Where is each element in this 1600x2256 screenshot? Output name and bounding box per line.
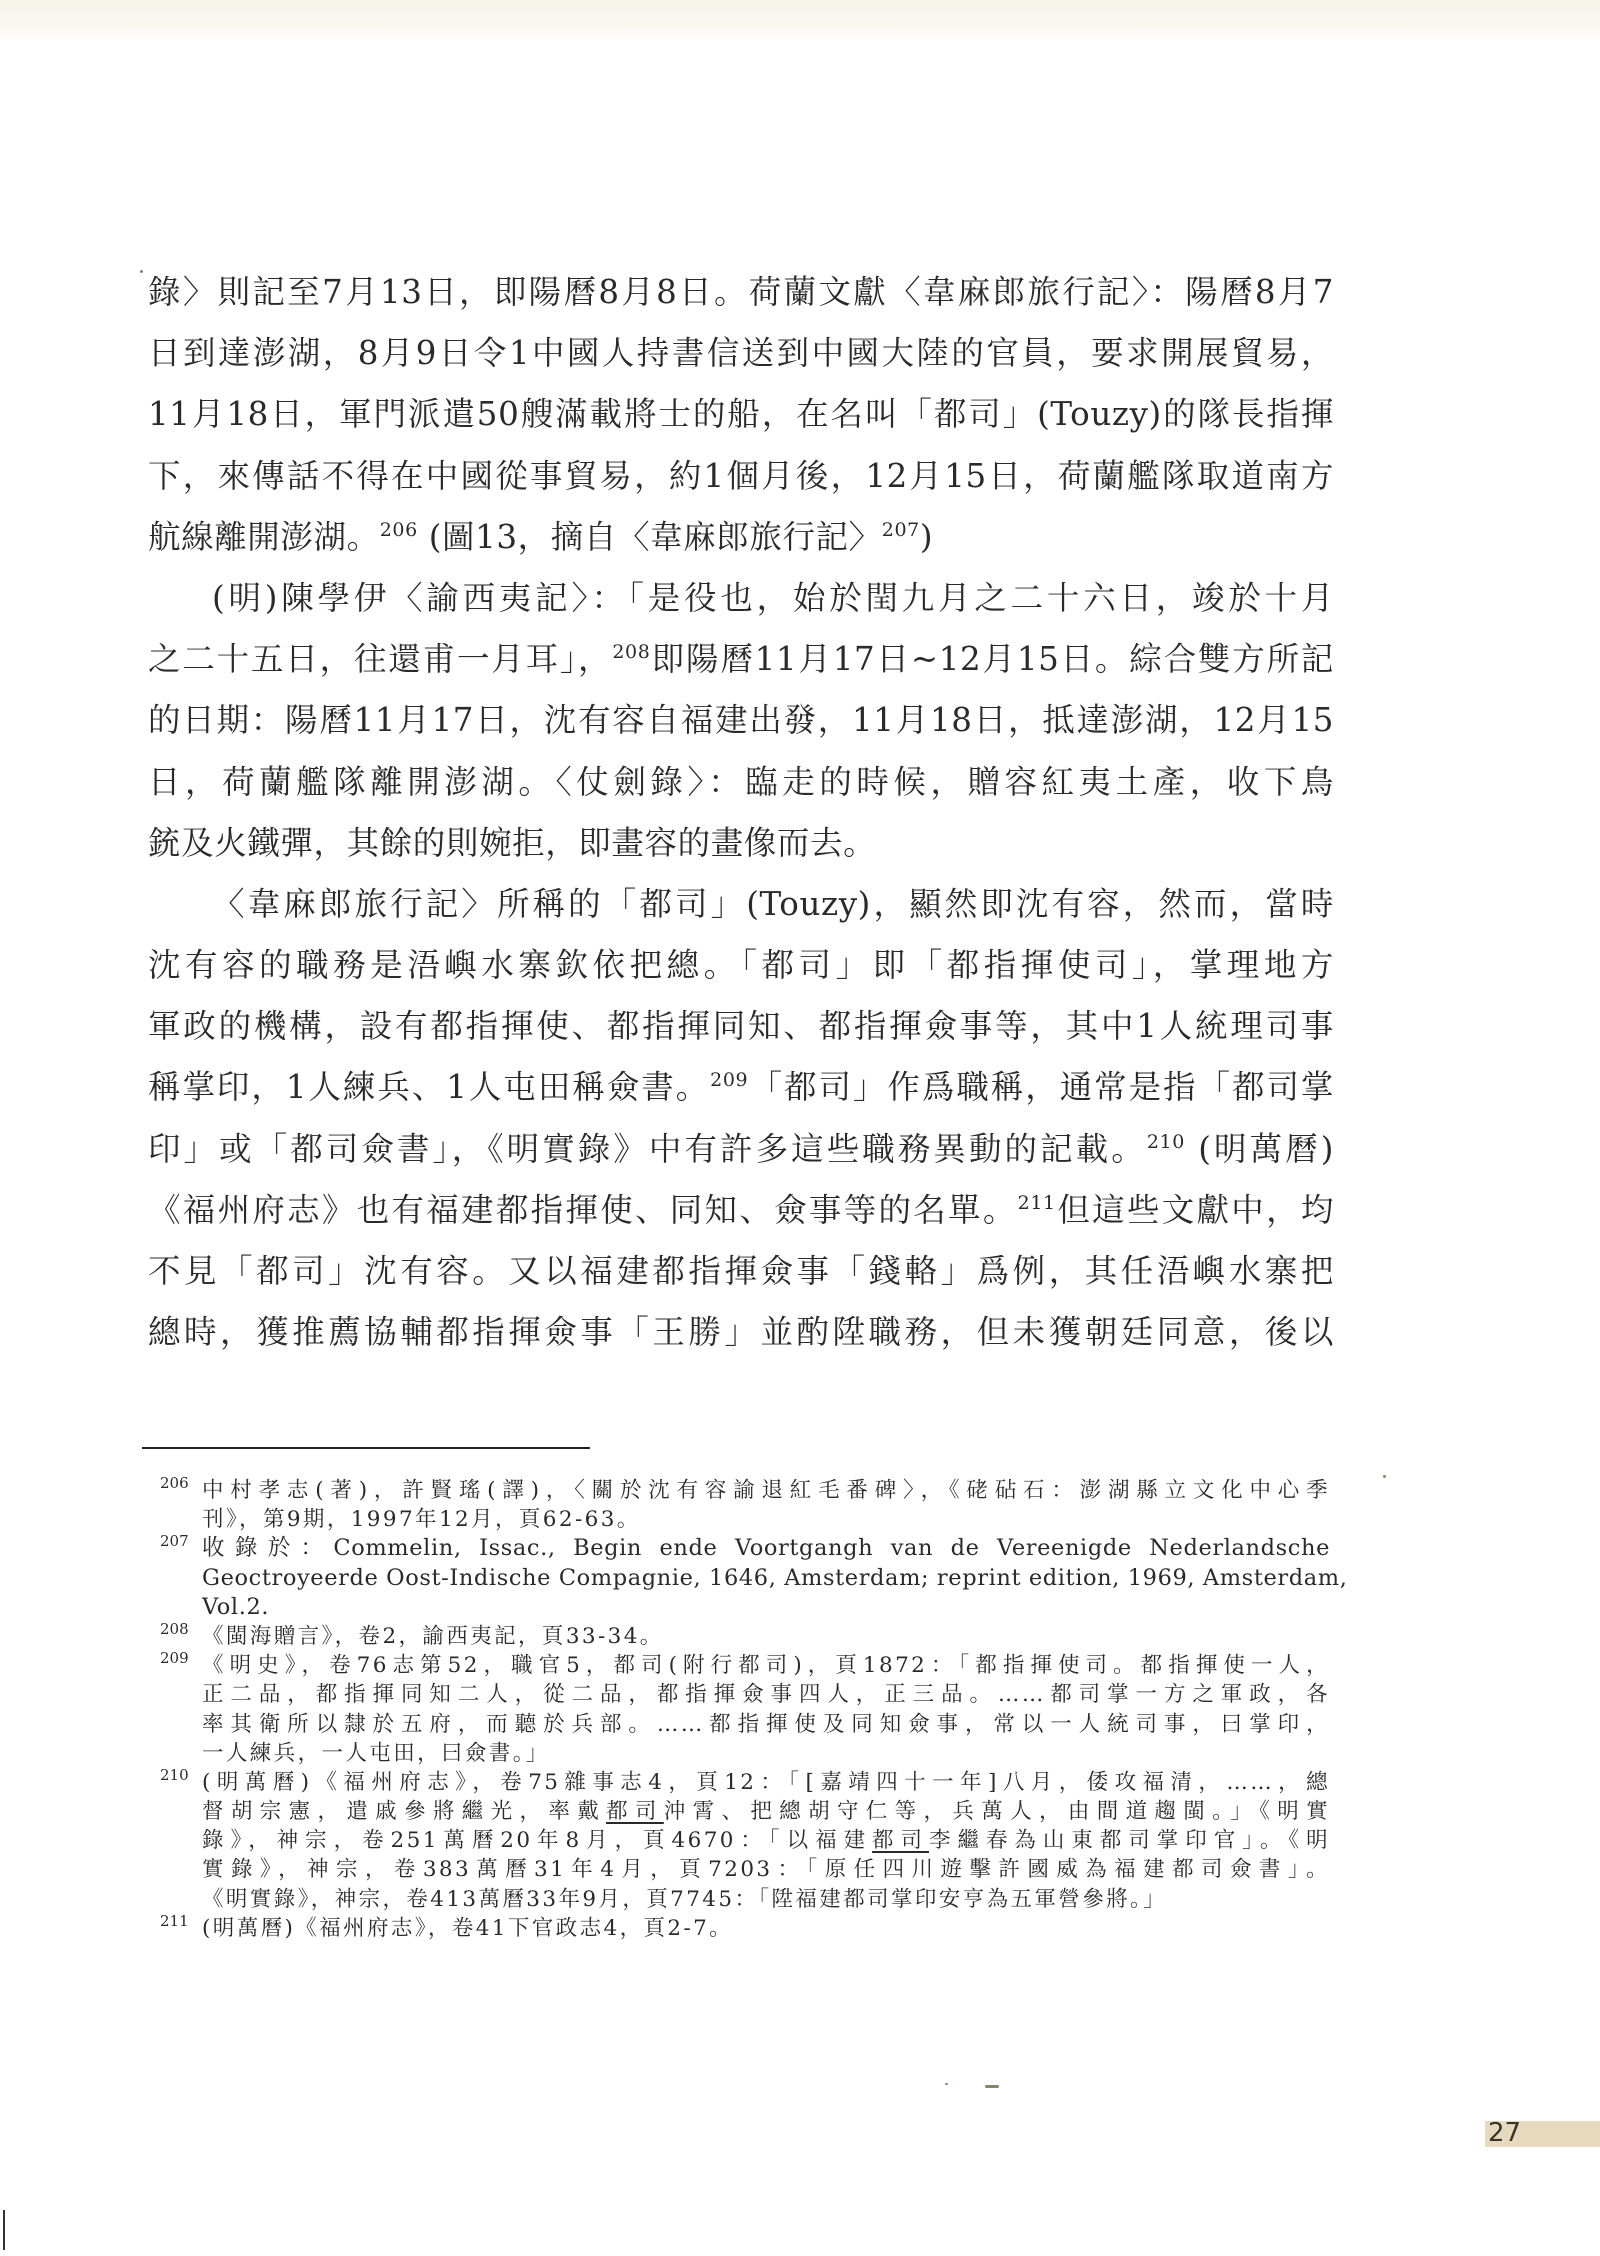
- main-body-text: [148, 262, 1334, 1363]
- body-line: [148, 568, 1334, 629]
- footnote-number: 211: [160, 1911, 189, 1930]
- body-line-text: 〈韋麻郎旅行記〉所稱的「都司」(Touzy)，顯然即沈有容，然而，當時: [212, 884, 1334, 923]
- body-line: [148, 752, 1334, 813]
- body-line: [148, 384, 1334, 445]
- footnote-line: [202, 1534, 1330, 1563]
- footnote-item: [160, 1619, 1330, 1651]
- body-line-text: 但這些文獻中，均: [1055, 1190, 1334, 1229]
- footnote-line: [202, 1855, 1330, 1884]
- body-line: [148, 935, 1334, 996]
- body-line: [148, 507, 1334, 568]
- footnote-line: [202, 1885, 1330, 1914]
- footnote-text: 率其衛所以隸於五府，而聽於兵部。……都指揮使及同知僉事，常以一人統司事，曰掌印，: [202, 1711, 1330, 1737]
- body-line: [148, 1180, 1334, 1241]
- footnote-line: [202, 1739, 1330, 1768]
- footnote-text: 正二品，都指揮同知二人，從二品，都指揮僉事四人，正三品。……都司掌一方之軍政，各: [202, 1682, 1330, 1708]
- body-line: [148, 874, 1334, 935]
- scan-speck: [140, 270, 143, 273]
- footnote-text: 錄》，神宗，卷251萬曆20年8月，頁4670：「以福建: [202, 1828, 873, 1854]
- body-line: [148, 262, 1334, 323]
- body-line-text: ): [919, 517, 934, 556]
- body-line-text: 沈有容的職務是浯嶼水寨欽依把總。「都司」即「都指揮使司」，掌理地方: [148, 946, 1334, 985]
- body-line-text: 錄〉則記至7月13日，即陽曆8月8日。荷蘭文獻〈韋麻郎旅行記〉：陽曆8月7: [148, 273, 1334, 311]
- body-line-text: (圖13，摘自〈韋麻郎旅行記〉: [417, 517, 882, 556]
- scan-edge-mark: [3, 2210, 5, 2250]
- footnote-line: [202, 1797, 1330, 1826]
- body-line: [148, 629, 1334, 690]
- body-line: [148, 1302, 1334, 1363]
- body-line-text: (明)陳學伊〈諭西夷記〉：「是役也，始於閏九月之二十六日，竣於十月: [212, 578, 1334, 617]
- footnotes-section: [160, 1474, 1348, 1943]
- footnote-text: 實錄》，神宗，卷383萬曆31年4月，頁7203：「原任四川遊擊許國威為福建都司僉書」。: [202, 1857, 1330, 1883]
- footnote-number: 209: [160, 1649, 189, 1668]
- footnote-reference[interactable]: 210: [1146, 1130, 1185, 1153]
- body-line-text: 日，荷蘭艦隊離開澎湖。〈仗劍錄〉：臨走的時候，贈容紅夷土產，收下鳥: [148, 762, 1334, 801]
- scan-speck: [945, 2083, 948, 2085]
- body-line: [148, 690, 1334, 751]
- footnote-text: 沖霄、把總胡守仁等，兵萬人，由間道趨閩。」《明實: [663, 1799, 1330, 1825]
- footnote-text: 《明實錄》，神宗，卷413萬曆33年9月，頁7745：「陞福建都司掌印安亨為五軍營參將。」: [202, 1886, 1168, 1912]
- body-line-text: 軍政的機構，設有都指揮使、都指揮同知、都指揮僉事等，其中1人統理司事: [148, 1007, 1334, 1046]
- footnote-number: 208: [160, 1619, 189, 1638]
- footnote-number: 207: [160, 1532, 189, 1551]
- footnote-line: [202, 1826, 1330, 1855]
- footnote-text: 一人練兵，一人屯田，曰僉書。」: [202, 1740, 550, 1766]
- body-line-text: 總時，獲推薦協輔都指揮僉事「王勝」並酌陞職務，但未獲朝廷同意，後以: [148, 1313, 1334, 1352]
- body-line-text: 的日期：陽曆11月17日，沈有容自福建出發，11月18日，抵達澎湖，12月15: [148, 701, 1334, 740]
- body-line: [148, 813, 1334, 874]
- scan-top-shading: [0, 0, 1600, 40]
- footnote-line: [202, 1476, 1330, 1505]
- footnote-text: 中村孝志(著)，許賢瑤(譯)，〈關於沈有容諭退紅毛番碑〉，《硓砧石：澎湖縣立文化中心季: [202, 1478, 1330, 1503]
- underlined-term: 都司: [872, 1828, 929, 1854]
- footnote-line: [202, 1680, 1330, 1709]
- body-line: [148, 1057, 1334, 1118]
- body-line: [148, 1241, 1334, 1302]
- scan-speck: [985, 2085, 999, 2088]
- footnote-reference[interactable]: 208: [612, 641, 651, 664]
- footnote-text: (明萬曆)《福州府志》，卷41下官政志4，頁2-7。: [202, 1915, 734, 1941]
- body-line: [148, 446, 1334, 507]
- footnote-line: [202, 1768, 1330, 1797]
- body-line-text: 即陽曆11月17日~12月15日。綜合雙方所記: [650, 640, 1335, 679]
- body-line-text: 之二十五日，往還甫一月耳」，: [148, 640, 613, 679]
- page-number: 27: [1488, 2118, 1522, 2148]
- footnote-number: 210: [160, 1765, 189, 1784]
- body-line-text: 日到達澎湖，8月9日令1中國人持書信送到中國大陸的官員，要求開展貿易，: [148, 334, 1334, 373]
- body-line-text: (明萬曆): [1184, 1129, 1334, 1168]
- footnote-reference[interactable]: 206: [379, 518, 418, 541]
- footnote-text: 《明史》，卷76志第52，職官5，都司(附行都司)，頁1872：「都指揮使司。都指揮使一人，: [202, 1653, 1330, 1679]
- body-line: [148, 323, 1334, 384]
- footnote-text: Vol.2.: [202, 1593, 270, 1620]
- body-line: [148, 1119, 1334, 1180]
- footnote-line: [202, 1651, 1330, 1680]
- footnote-item: [160, 1651, 1330, 1768]
- footnote-text: 《閩海贈言》，卷2，諭西夷記，頁33-34。: [202, 1623, 664, 1649]
- footnote-text: 李繼春為山東都司掌印官」。《明: [929, 1828, 1330, 1854]
- footnote-separator: [142, 1447, 590, 1449]
- footnote-reference[interactable]: 207: [881, 518, 920, 541]
- body-line-text: 《福州府志》也有福建都指揮使、同知、僉事等的名單。: [148, 1190, 1018, 1229]
- footnote-line: [202, 1710, 1330, 1739]
- body-line-text: 航線離開澎湖。: [148, 517, 380, 556]
- footnote-line: [202, 1914, 1330, 1943]
- underlined-term: 都司: [606, 1799, 664, 1825]
- footnote-text: Geoctroyeerde Oost-Indische Compagnie, 1646, Amsterdam; reprint edition, 1969, Amsterdam,: [202, 1564, 1348, 1591]
- body-line: [148, 996, 1334, 1057]
- footnote-text: 刊》，第9期，1997年12月，頁62-63。: [202, 1507, 641, 1533]
- body-line-text: 銃及火鐵彈，其餘的則婉拒，即畫容的畫像而去。: [148, 823, 877, 862]
- footnote-item: [160, 1911, 1330, 1943]
- footnote-reference[interactable]: 211: [1017, 1191, 1056, 1214]
- footnote-line: [202, 1505, 1330, 1534]
- footnote-text: (明萬曆)《福州府志》，卷75雜事志4，頁12：「[嘉靖四十一年]八月，倭攻福清，……，總: [202, 1769, 1330, 1795]
- footnote-item: [160, 1476, 1330, 1534]
- scan-speck: [1383, 1475, 1386, 1478]
- body-line-text: 「都司」作爲職稱，通常是指「都司掌: [748, 1068, 1334, 1107]
- footnote-item: [160, 1765, 1330, 1914]
- footnote-line: [202, 1622, 1330, 1651]
- footnote-number: 206: [160, 1474, 189, 1492]
- body-line-text: 稱掌印，1人練兵、1人屯田稱僉書。: [148, 1068, 711, 1107]
- footnote-text: 收錄於：Commelin, Issac., Begin ende Voortgangh van de Vereenigde Nederlandsche: [202, 1535, 1330, 1562]
- footnote-line: [202, 1593, 1330, 1622]
- footnote-reference[interactable]: 209: [710, 1069, 749, 1092]
- body-line-text: 11月18日，軍門派遣50艘滿載將士的船，在名叫「都司」(Touzy)的隊長指揮: [148, 395, 1334, 434]
- footnote-item: [160, 1532, 1348, 1622]
- footnote-text: 督胡宗憲，遣戚參將繼光，率戴: [202, 1799, 607, 1825]
- body-line-text: 印」或「都司僉書」，《明實錄》中有許多這些職務異動的記載。: [148, 1129, 1147, 1168]
- body-line-text: 下，來傳話不得在中國從事貿易，約1個月後，12月15日，荷蘭艦隊取道南方: [148, 456, 1334, 495]
- footnote-line: [202, 1564, 1348, 1593]
- body-line-text: 不見「都司」沈有容。又以福建都指揮僉事「錢輅」爲例，其任浯嶼水寨把: [148, 1252, 1334, 1290]
